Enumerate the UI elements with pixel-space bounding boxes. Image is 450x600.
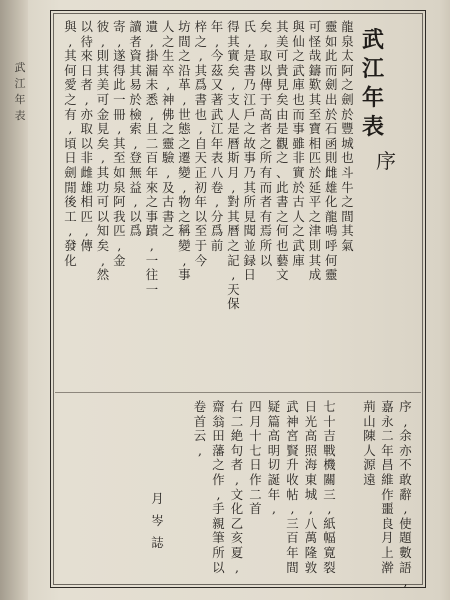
preface-end-column: 荊 山 陳 人 源 遠: [363, 399, 376, 487]
running-title-char: 表: [14, 109, 26, 122]
postscript-column: 右 二 絶 句 者 , 文 化 乙 亥 夏 ,: [230, 399, 244, 575]
preface-end-column: 嘉 永 二 年 昌 維 作 噩 良 月 上 澣: [381, 399, 394, 575]
postscript-column: 武 神 宮 賢 升 收 帖 , 三 百 年 間: [286, 399, 299, 575]
postscript-column: 四 月 十 七 日 作 二 首: [249, 399, 262, 517]
page-title-char: 表: [361, 114, 384, 140]
postscript-column: 日 光 高 照 海 東 城 , 八 萬 隆 敦: [304, 399, 318, 575]
text-column: 寄 , 遂 得 此 一 冊 , 其 至 如 泉 阿 我 匹 , 金: [113, 19, 126, 268]
running-title-char: 江: [14, 77, 26, 90]
running-title: [12, 60, 28, 124]
page-title-char: 武: [361, 27, 384, 53]
text-column: 其 美 可 貴 見 矣 由 是 觀 之 、 此 書 之 何 也 藝 文: [276, 19, 289, 283]
postscript-column: 疑 篇 高 明 切 誕 年 ,: [267, 399, 281, 517]
text-column: 靈 如 此 而 劍 出 於 石 函 則 雌 雄 化 龍 鳴 呼 何 靈: [324, 19, 338, 283]
text-column: 與 , 其 何 愛 之 有 , 頃 日 劍 閒 後 工 , 發 化: [64, 19, 77, 268]
text-column: 得 其 實 矣 , 支 人 是 曆 斯 月 , 對 其 曆 之 記 , 天 保: [227, 19, 240, 312]
text-column: 矣 , 取 以 傳 于 高 者 之 所 有 而 者 有 焉 所 以: [259, 19, 273, 268]
postscript-column: 卷 首 云 ,: [193, 399, 207, 458]
page-subtitle: [375, 148, 397, 174]
postscript-column: 齋 翁 田 藩 之 作 , 手 親 筆 所 以: [212, 399, 225, 575]
postscript-column: 七 十 吉 戰 機 關 三 , 紙 幅 寛 裂: [323, 399, 336, 575]
text-column: 彼 , 則 其 美 可 金 見 矣 , 其 功 可 以 知 矣 , 然: [96, 19, 110, 283]
text-column: 遺 , 掛 漏 未 悉 , 且 二 百 年 來 之 事 蹟 , 一 往 一: [145, 19, 159, 297]
page-subtitle-char: 序: [376, 149, 396, 173]
text-column: 年 , 今 茲 又 著 武 江 年 表 八 卷 , 分 爲 前: [210, 19, 224, 253]
text-column: 可 怪 哉 鑄 歎 其 至 寶 相 匹 於 延 平 之 津 則 其 成: [308, 19, 322, 283]
preface-end-column: 序 , 余 亦 不 敢 辭 , 使 題 數 語 ,: [399, 399, 412, 590]
text-column: 龍 泉 太 阿 之 劍 於 豐 城 也 斗 牛 之 間 其 氣: [341, 19, 354, 253]
signature-text: 月 岑 誌: [151, 491, 164, 550]
section-divider: [55, 392, 421, 393]
text-column: 與 仙 之 武 庫 也 而 事 雖 非 實 於 古 人 之 武 庫: [292, 19, 305, 268]
text-column: 以 待 來 日 者 , 亦 取 以 非 雌 雄 相 匹 , 傳: [80, 19, 93, 253]
text-column: 梓 之 , 其 爲 書 也 , 自 天 正 初 年 以 至 于 今: [194, 19, 207, 268]
text-column: 人 之 生 卒 , 神 佛 之 靈 驗 , 及 古 書 之: [161, 19, 175, 239]
page-title: [360, 26, 386, 142]
text-column: 氏 , 是 書 乃 江 戶 之 故 事 乃 其 所 見 聞 並 録 日: [243, 19, 256, 283]
text-column: 讀 者 資 其 易 於 檢 索 , 登 無 益 , 以 爲: [129, 19, 142, 239]
page-title-char: 江: [361, 56, 384, 82]
running-title-char: 年: [14, 93, 26, 106]
text-column: 坊 間 之 沿 革 , 世 態 之 遷 變 , 物 之 稱 變 , 事: [178, 19, 191, 283]
running-title-char: 武: [14, 61, 26, 74]
page-title-char: 年: [361, 85, 384, 111]
